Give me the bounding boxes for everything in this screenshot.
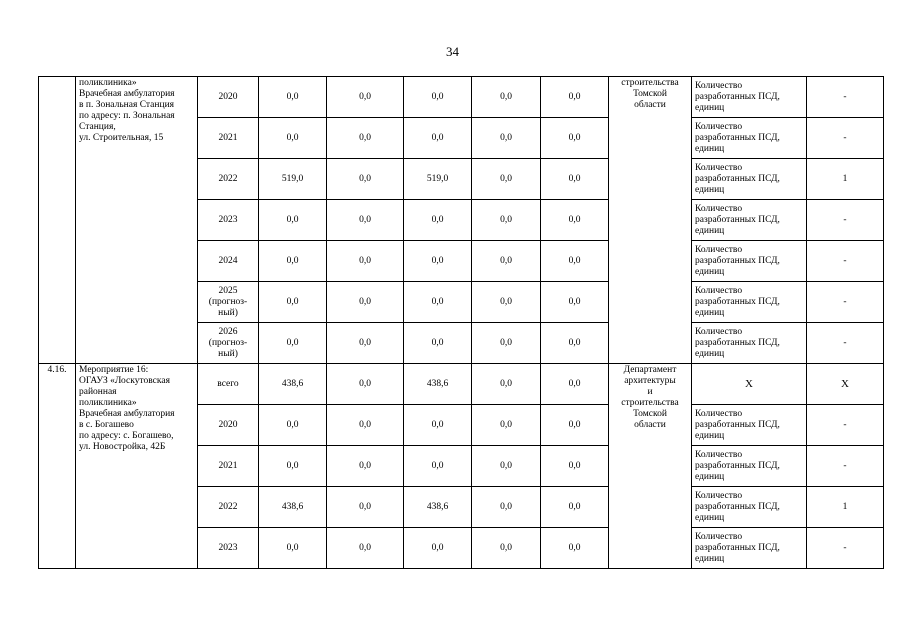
amount-cell-v4: 0,0 xyxy=(472,323,541,364)
indicator-value-cell: X xyxy=(807,364,884,405)
budget-table xyxy=(38,76,884,569)
amount-cell-v1: 0,0 xyxy=(259,446,327,487)
amount-cell-v3: 0,0 xyxy=(404,405,472,446)
event-id-cell: 4.16. xyxy=(39,364,76,569)
amount-cell-v5: 0,0 xyxy=(541,405,609,446)
amount-cell-v4: 0,0 xyxy=(472,77,541,118)
year-cell: 2020 xyxy=(198,77,259,118)
indicator-name-cell: Количество разработанных ПСД, единиц xyxy=(692,528,807,569)
year-cell: 2023 xyxy=(198,200,259,241)
amount-cell-v1: 0,0 xyxy=(259,405,327,446)
indicator-name-cell: Количество разработанных ПСД, единиц xyxy=(692,487,807,528)
amount-cell-v4: 0,0 xyxy=(472,487,541,528)
indicator-name-cell: Количество разработанных ПСД, единиц xyxy=(692,77,807,118)
indicator-value-cell: - xyxy=(807,200,884,241)
amount-cell-v2: 0,0 xyxy=(327,405,404,446)
year-cell: 2021 xyxy=(198,446,259,487)
amount-cell-v5: 0,0 xyxy=(541,528,609,569)
event-description-cell: Мероприятие 16: ОГАУЗ «Лоскутовская районная поликлиника» Врачебная амбулатория в с. Богашево по адресу: с. Богашево, ул. Новостройка, 42Б xyxy=(76,364,198,569)
indicator-value-cell: 1 xyxy=(807,159,884,200)
amount-cell-v5: 0,0 xyxy=(541,364,609,405)
indicator-value-cell: - xyxy=(807,118,884,159)
amount-cell-v1: 0,0 xyxy=(259,241,327,282)
amount-cell-v4: 0,0 xyxy=(472,405,541,446)
amount-cell-v3: 438,6 xyxy=(404,364,472,405)
year-cell: 2020 xyxy=(198,405,259,446)
executor-cell: строительства Томской области xyxy=(609,77,692,364)
indicator-name-cell: Количество разработанных ПСД, единиц xyxy=(692,200,807,241)
amount-cell-v3: 438,6 xyxy=(404,487,472,528)
amount-cell-v1: 438,6 xyxy=(259,364,327,405)
amount-cell-v5: 0,0 xyxy=(541,200,609,241)
amount-cell-v2: 0,0 xyxy=(327,200,404,241)
amount-cell-v2: 0,0 xyxy=(327,282,404,323)
year-cell: 2022 xyxy=(198,487,259,528)
year-cell: 2026 (прогноз- ный) xyxy=(198,323,259,364)
amount-cell-v2: 0,0 xyxy=(327,323,404,364)
amount-cell-v2: 0,0 xyxy=(327,487,404,528)
table-row xyxy=(39,364,884,405)
amount-cell-v2: 0,0 xyxy=(327,118,404,159)
amount-cell-v5: 0,0 xyxy=(541,323,609,364)
executor-cell: Департамент архитектуры и строительства Томской области xyxy=(609,364,692,569)
indicator-value-cell: - xyxy=(807,77,884,118)
amount-cell-v1: 438,6 xyxy=(259,487,327,528)
indicator-name-cell: Количество разработанных ПСД, единиц xyxy=(692,446,807,487)
amount-cell-v1: 0,0 xyxy=(259,282,327,323)
amount-cell-v3: 0,0 xyxy=(404,118,472,159)
amount-cell-v5: 0,0 xyxy=(541,241,609,282)
year-cell: 2021 xyxy=(198,118,259,159)
amount-cell-v3: 0,0 xyxy=(404,77,472,118)
amount-cell-v3: 0,0 xyxy=(404,282,472,323)
amount-cell-v3: 0,0 xyxy=(404,241,472,282)
amount-cell-v4: 0,0 xyxy=(472,364,541,405)
amount-cell-v1: 519,0 xyxy=(259,159,327,200)
indicator-value-cell: - xyxy=(807,405,884,446)
indicator-name-cell: Количество разработанных ПСД, единиц xyxy=(692,159,807,200)
year-cell: 2022 xyxy=(198,159,259,200)
indicator-value-cell: 1 xyxy=(807,487,884,528)
amount-cell-v1: 0,0 xyxy=(259,528,327,569)
amount-cell-v4: 0,0 xyxy=(472,200,541,241)
indicator-name-cell: Количество разработанных ПСД, единиц xyxy=(692,405,807,446)
amount-cell-v5: 0,0 xyxy=(541,77,609,118)
indicator-value-cell: - xyxy=(807,528,884,569)
indicator-value-cell: - xyxy=(807,282,884,323)
amount-cell-v2: 0,0 xyxy=(327,159,404,200)
amount-cell-v1: 0,0 xyxy=(259,323,327,364)
amount-cell-v4: 0,0 xyxy=(472,528,541,569)
indicator-name-cell: Количество разработанных ПСД, единиц xyxy=(692,323,807,364)
table-row xyxy=(39,77,884,118)
indicator-value-cell: - xyxy=(807,446,884,487)
amount-cell-v2: 0,0 xyxy=(327,241,404,282)
year-cell: 2025 (прогноз- ный) xyxy=(198,282,259,323)
year-cell: 2024 xyxy=(198,241,259,282)
amount-cell-v2: 0,0 xyxy=(327,446,404,487)
amount-cell-v1: 0,0 xyxy=(259,200,327,241)
year-cell: всего xyxy=(198,364,259,405)
amount-cell-v5: 0,0 xyxy=(541,118,609,159)
amount-cell-v2: 0,0 xyxy=(327,77,404,118)
amount-cell-v5: 0,0 xyxy=(541,159,609,200)
indicator-value-cell: - xyxy=(807,241,884,282)
amount-cell-v5: 0,0 xyxy=(541,487,609,528)
amount-cell-v4: 0,0 xyxy=(472,159,541,200)
amount-cell-v5: 0,0 xyxy=(541,282,609,323)
amount-cell-v2: 0,0 xyxy=(327,364,404,405)
amount-cell-v1: 0,0 xyxy=(259,77,327,118)
amount-cell-v4: 0,0 xyxy=(472,118,541,159)
amount-cell-v3: 519,0 xyxy=(404,159,472,200)
indicator-name-cell: Количество разработанных ПСД, единиц xyxy=(692,241,807,282)
table-body xyxy=(39,77,884,569)
amount-cell-v5: 0,0 xyxy=(541,446,609,487)
amount-cell-v4: 0,0 xyxy=(472,241,541,282)
indicator-name-cell: X xyxy=(692,364,807,405)
amount-cell-v3: 0,0 xyxy=(404,528,472,569)
amount-cell-v4: 0,0 xyxy=(472,446,541,487)
event-id-cell xyxy=(39,77,76,364)
amount-cell-v3: 0,0 xyxy=(404,200,472,241)
page-number: 34 xyxy=(446,44,459,59)
amount-cell-v3: 0,0 xyxy=(404,323,472,364)
amount-cell-v1: 0,0 xyxy=(259,118,327,159)
indicator-name-cell: Количество разработанных ПСД, единиц xyxy=(692,118,807,159)
indicator-name-cell: Количество разработанных ПСД, единиц xyxy=(692,282,807,323)
amount-cell-v4: 0,0 xyxy=(472,282,541,323)
amount-cell-v3: 0,0 xyxy=(404,446,472,487)
event-description-cell: поликлиника» Врачебная амбулатория в п. Зональная Станция по адресу: п. Зональная Станция, ул. Строительная, 15 xyxy=(76,77,198,364)
amount-cell-v2: 0,0 xyxy=(327,528,404,569)
indicator-value-cell: - xyxy=(807,323,884,364)
year-cell: 2023 xyxy=(198,528,259,569)
